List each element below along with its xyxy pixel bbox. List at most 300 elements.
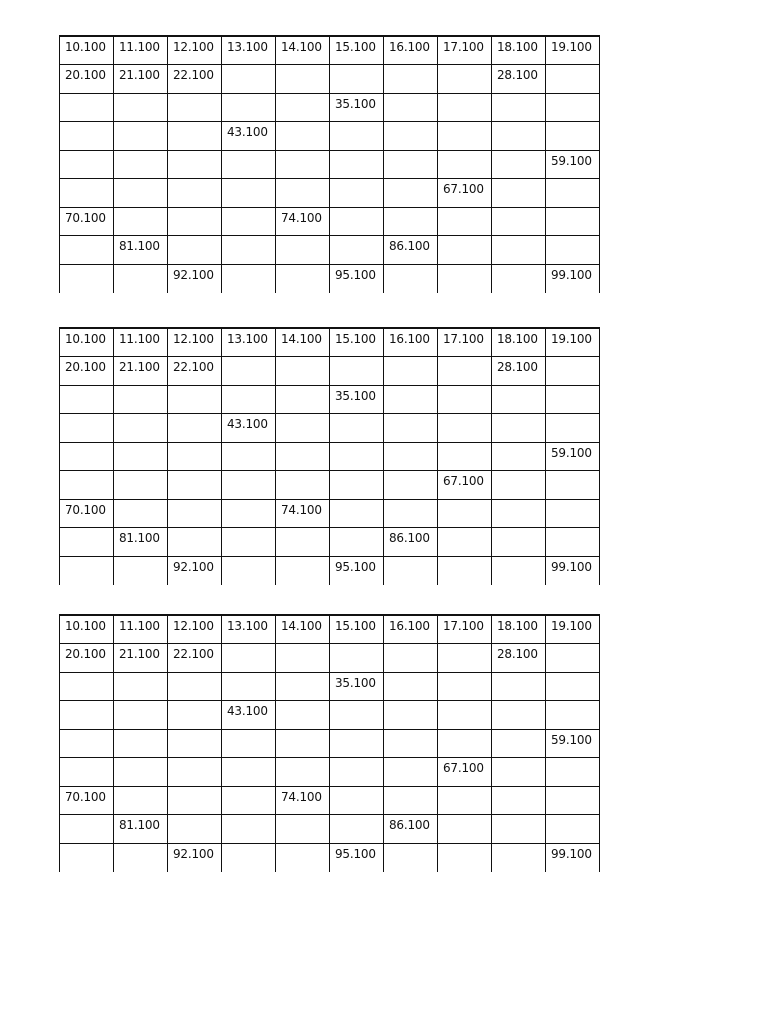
grid-cell — [222, 786, 276, 815]
grid-cell — [546, 815, 600, 844]
grid-cell — [546, 644, 600, 673]
grid-cell — [546, 65, 600, 94]
grid-cell — [222, 499, 276, 528]
grid-cell — [492, 499, 546, 528]
grid-cell: 70.100 — [60, 786, 114, 815]
grid-cell — [168, 786, 222, 815]
grid-cell: 13.100 — [222, 328, 276, 357]
grid-cell — [330, 414, 384, 443]
grid-cell — [384, 758, 438, 787]
grid-cell — [114, 701, 168, 730]
grid-cell — [438, 442, 492, 471]
grid-cell: 12.100 — [168, 328, 222, 357]
grid-cell — [168, 758, 222, 787]
grid-cell — [276, 442, 330, 471]
grid-row — [60, 672, 600, 701]
grid-cell: 22.100 — [168, 357, 222, 386]
grid-cell: 99.100 — [546, 264, 600, 293]
grid-cell — [60, 471, 114, 500]
grid-cell — [384, 644, 438, 673]
grid-cell — [276, 471, 330, 500]
grid-cell — [546, 122, 600, 151]
grid-cell — [222, 729, 276, 758]
grid-cell — [438, 499, 492, 528]
number-grid-3 — [59, 614, 600, 872]
grid-cell — [330, 65, 384, 94]
grid-cell: 59.100 — [546, 150, 600, 179]
grid-row — [60, 122, 600, 151]
grid-cell — [492, 556, 546, 585]
grid-cell — [222, 357, 276, 386]
grid-cell — [330, 815, 384, 844]
grid-cell: 15.100 — [330, 615, 384, 644]
grid-cell — [330, 644, 384, 673]
grid-row — [60, 385, 600, 414]
grid-cell — [438, 701, 492, 730]
grid-cell: 99.100 — [546, 556, 600, 585]
grid-cell — [330, 357, 384, 386]
grid-cell — [114, 556, 168, 585]
grid-cell — [60, 556, 114, 585]
grid-cell — [222, 385, 276, 414]
grid-row — [60, 528, 600, 557]
grid-cell — [546, 357, 600, 386]
grid-cell: 67.100 — [438, 758, 492, 787]
grid-cell — [546, 207, 600, 236]
grid-cell — [330, 122, 384, 151]
grid-cell: 10.100 — [60, 328, 114, 357]
grid-cell — [276, 65, 330, 94]
grid-cell — [114, 150, 168, 179]
grid-cell — [384, 357, 438, 386]
grid-cell — [276, 357, 330, 386]
grid-cell: 13.100 — [222, 615, 276, 644]
grid-cell — [168, 701, 222, 730]
grid-cell — [438, 385, 492, 414]
grid-cell — [168, 207, 222, 236]
grid-cell — [222, 236, 276, 265]
grid-cell — [168, 122, 222, 151]
grid-cell — [492, 672, 546, 701]
grid-cell — [492, 786, 546, 815]
grid-cell: 67.100 — [438, 179, 492, 208]
grid-cell — [276, 672, 330, 701]
grid-cell: 70.100 — [60, 207, 114, 236]
grid-cell — [438, 150, 492, 179]
grid-cell: 35.100 — [330, 385, 384, 414]
grid-cell — [222, 179, 276, 208]
grid-cell — [438, 672, 492, 701]
grid-cell: 15.100 — [330, 328, 384, 357]
grid-cell — [384, 65, 438, 94]
grid-cell — [60, 264, 114, 293]
grid-cell — [114, 471, 168, 500]
grid-cell — [384, 414, 438, 443]
grid-cell — [438, 65, 492, 94]
grid-cell — [492, 264, 546, 293]
grid-cell: 10.100 — [60, 615, 114, 644]
grid-cell — [114, 672, 168, 701]
grid-cell — [492, 815, 546, 844]
grid-cell — [222, 65, 276, 94]
grid-cell: 11.100 — [114, 615, 168, 644]
grid-cell: 14.100 — [276, 615, 330, 644]
grid-cell: 74.100 — [276, 499, 330, 528]
grid-cell — [276, 150, 330, 179]
grid-cell — [114, 729, 168, 758]
grid-cell: 15.100 — [330, 36, 384, 65]
grid-cell — [168, 385, 222, 414]
grid-cell — [168, 528, 222, 557]
grid-cell: 43.100 — [222, 122, 276, 151]
grid-cell — [492, 701, 546, 730]
grid-cell — [330, 758, 384, 787]
grid-cell: 17.100 — [438, 36, 492, 65]
grid-cell: 20.100 — [60, 65, 114, 94]
grid-cell — [60, 122, 114, 151]
grid-cell — [330, 729, 384, 758]
grid-cell — [330, 786, 384, 815]
grid-cell: 11.100 — [114, 36, 168, 65]
grid-cell — [114, 442, 168, 471]
grid-cell: 86.100 — [384, 815, 438, 844]
grid-cell — [384, 786, 438, 815]
number-grid-1 — [59, 35, 600, 293]
grid-cell — [438, 264, 492, 293]
grid-cell — [60, 701, 114, 730]
grid-cell: 17.100 — [438, 615, 492, 644]
grid-cell — [492, 414, 546, 443]
grid-row — [60, 93, 600, 122]
grid-cell: 12.100 — [168, 615, 222, 644]
grid-cell — [330, 499, 384, 528]
grid-cell: 20.100 — [60, 357, 114, 386]
grid-cell: 22.100 — [168, 65, 222, 94]
grid-cell — [168, 414, 222, 443]
grid-cell: 18.100 — [492, 615, 546, 644]
grid-cell — [276, 236, 330, 265]
grid-cell — [276, 93, 330, 122]
grid-cell — [438, 236, 492, 265]
grid-cell: 19.100 — [546, 615, 600, 644]
grid-row — [60, 442, 600, 471]
grid-cell — [114, 179, 168, 208]
grid-cell — [438, 357, 492, 386]
grid-cell: 95.100 — [330, 264, 384, 293]
grid-cell — [168, 672, 222, 701]
grid-cell: 19.100 — [546, 36, 600, 65]
grid-cell — [546, 93, 600, 122]
grid-cell — [276, 414, 330, 443]
grid-cell — [60, 385, 114, 414]
grid-cell — [60, 758, 114, 787]
grid-cell — [222, 758, 276, 787]
grid-cell — [222, 264, 276, 293]
grid-cell — [222, 843, 276, 872]
grid-cell — [60, 442, 114, 471]
grid-cell — [492, 471, 546, 500]
grid-cell — [330, 179, 384, 208]
grid-cell — [114, 843, 168, 872]
grid-cell — [168, 729, 222, 758]
grid-cell: 92.100 — [168, 843, 222, 872]
grid-cell: 86.100 — [384, 528, 438, 557]
grid-cell — [60, 93, 114, 122]
grid-cell — [276, 385, 330, 414]
grid-cell — [438, 414, 492, 443]
grid-cell — [276, 729, 330, 758]
grid-cell — [168, 815, 222, 844]
grid-row — [60, 328, 600, 357]
grid-cell — [384, 264, 438, 293]
grid-cell: 70.100 — [60, 499, 114, 528]
grid-cell — [438, 729, 492, 758]
grid-cell — [384, 471, 438, 500]
grid-cell — [168, 471, 222, 500]
grid-row — [60, 150, 600, 179]
grid-cell: 99.100 — [546, 843, 600, 872]
grid-cell — [168, 499, 222, 528]
grid-cell — [60, 414, 114, 443]
grid-cell — [222, 672, 276, 701]
grid-cell — [438, 207, 492, 236]
grid-cell: 35.100 — [330, 93, 384, 122]
grid-cell: 28.100 — [492, 644, 546, 673]
grid-cell — [276, 556, 330, 585]
grid-cell — [222, 815, 276, 844]
grid-cell — [114, 264, 168, 293]
grid-cell — [384, 179, 438, 208]
grid-row — [60, 471, 600, 500]
grid-cell — [330, 207, 384, 236]
grid-cell: 81.100 — [114, 236, 168, 265]
grid-cell — [60, 729, 114, 758]
grid-cell — [438, 122, 492, 151]
grid-cell — [492, 122, 546, 151]
grid-cell — [492, 236, 546, 265]
grid-row — [60, 815, 600, 844]
grid-row — [60, 786, 600, 815]
grid-cell — [276, 843, 330, 872]
grid-cell: 43.100 — [222, 414, 276, 443]
grid-cell — [222, 442, 276, 471]
grid-cell — [384, 556, 438, 585]
grid-cell: 86.100 — [384, 236, 438, 265]
grid-cell — [384, 150, 438, 179]
grid-cell: 19.100 — [546, 328, 600, 357]
grid-cell: 92.100 — [168, 264, 222, 293]
grid-cell: 35.100 — [330, 672, 384, 701]
grid-cell — [222, 528, 276, 557]
grid-cell: 95.100 — [330, 843, 384, 872]
grid-cell: 74.100 — [276, 786, 330, 815]
grid-cell: 17.100 — [438, 328, 492, 357]
grid-cell — [384, 729, 438, 758]
grid-cell — [438, 556, 492, 585]
grid-cell: 21.100 — [114, 644, 168, 673]
grid-cell — [384, 442, 438, 471]
grid-cell — [384, 843, 438, 872]
grid-cell — [114, 786, 168, 815]
grid-row — [60, 499, 600, 528]
grid-cell — [546, 471, 600, 500]
grid-cell — [438, 528, 492, 557]
grid-cell: 81.100 — [114, 815, 168, 844]
grid-cell — [222, 150, 276, 179]
grid-cell: 10.100 — [60, 36, 114, 65]
grid-cell: 59.100 — [546, 729, 600, 758]
grid-cell: 16.100 — [384, 328, 438, 357]
grid-row — [60, 36, 600, 65]
grid-cell — [168, 236, 222, 265]
grid-row — [60, 357, 600, 386]
grid-cell — [546, 499, 600, 528]
grid-cell — [276, 815, 330, 844]
grid-cell: 92.100 — [168, 556, 222, 585]
grid-cell: 67.100 — [438, 471, 492, 500]
grid-cell: 13.100 — [222, 36, 276, 65]
grid-cell — [276, 528, 330, 557]
grid-cell — [276, 644, 330, 673]
grid-cell — [546, 672, 600, 701]
grid-cell — [492, 843, 546, 872]
grid-cell — [330, 236, 384, 265]
grid-cell — [438, 786, 492, 815]
grid-row — [60, 729, 600, 758]
grid-cell: 12.100 — [168, 36, 222, 65]
grid-cell — [492, 179, 546, 208]
grid-row — [60, 65, 600, 94]
grid-cell — [546, 179, 600, 208]
grid-cell — [438, 815, 492, 844]
grid-cell — [276, 701, 330, 730]
grid-cell: 21.100 — [114, 357, 168, 386]
grid-cell: 18.100 — [492, 328, 546, 357]
grid-row — [60, 843, 600, 872]
grid-row — [60, 615, 600, 644]
grid-cell — [438, 93, 492, 122]
grid-row — [60, 207, 600, 236]
grid-cell — [60, 150, 114, 179]
grid-cell — [114, 499, 168, 528]
grid-cell — [222, 471, 276, 500]
grid-cell — [222, 556, 276, 585]
grid-cell: 14.100 — [276, 36, 330, 65]
grid-cell — [546, 528, 600, 557]
grid-cell — [492, 758, 546, 787]
grid-cell — [384, 672, 438, 701]
grid-cell — [276, 264, 330, 293]
grid-cell — [330, 150, 384, 179]
grid-cell — [330, 701, 384, 730]
grid-cell — [492, 93, 546, 122]
grid-cell: 20.100 — [60, 644, 114, 673]
grid-cell: 18.100 — [492, 36, 546, 65]
grid-cell — [384, 499, 438, 528]
grid-cell — [330, 442, 384, 471]
grid-cell — [114, 385, 168, 414]
grid-row — [60, 236, 600, 265]
number-grid-2 — [59, 327, 600, 585]
grid-cell — [114, 414, 168, 443]
grid-cell — [438, 644, 492, 673]
grid-cell: 11.100 — [114, 328, 168, 357]
grid-cell — [276, 758, 330, 787]
grid-cell: 74.100 — [276, 207, 330, 236]
grid-cell: 95.100 — [330, 556, 384, 585]
grid-cell — [222, 644, 276, 673]
grid-cell: 28.100 — [492, 357, 546, 386]
grid-cell — [438, 843, 492, 872]
grid-cell — [114, 122, 168, 151]
grid-row — [60, 414, 600, 443]
grid-cell — [492, 385, 546, 414]
grid-cell — [168, 179, 222, 208]
grid-cell — [384, 701, 438, 730]
grid-cell: 81.100 — [114, 528, 168, 557]
grid-row — [60, 758, 600, 787]
grid-cell: 16.100 — [384, 36, 438, 65]
grid-cell — [384, 93, 438, 122]
grid-cell — [276, 122, 330, 151]
grid-cell — [222, 93, 276, 122]
grid-cell — [492, 729, 546, 758]
grid-cell — [492, 207, 546, 236]
grid-cell — [222, 207, 276, 236]
grid-cell — [384, 385, 438, 414]
grid-cell: 16.100 — [384, 615, 438, 644]
grid-cell: 43.100 — [222, 701, 276, 730]
grid-cell: 14.100 — [276, 328, 330, 357]
grid-cell: 59.100 — [546, 442, 600, 471]
grid-cell — [492, 442, 546, 471]
grid-row — [60, 701, 600, 730]
grid-cell: 21.100 — [114, 65, 168, 94]
grid-cell: 22.100 — [168, 644, 222, 673]
grid-cell — [60, 528, 114, 557]
grid-row — [60, 179, 600, 208]
grid-cell — [546, 758, 600, 787]
grid-cell — [114, 758, 168, 787]
grid-cell — [276, 179, 330, 208]
grid-cell — [384, 207, 438, 236]
grid-cell — [330, 471, 384, 500]
grid-cell — [60, 179, 114, 208]
grid-row — [60, 264, 600, 293]
grid-cell — [60, 843, 114, 872]
grid-cell — [330, 528, 384, 557]
grid-cell — [168, 93, 222, 122]
grid-cell — [546, 701, 600, 730]
grid-cell — [546, 385, 600, 414]
grid-cell — [492, 150, 546, 179]
grid-row — [60, 556, 600, 585]
grid-row — [60, 644, 600, 673]
grid-cell — [114, 207, 168, 236]
grid-cell: 28.100 — [492, 65, 546, 94]
grid-cell — [168, 150, 222, 179]
grid-cell — [492, 528, 546, 557]
grid-cell — [114, 93, 168, 122]
grid-cell — [168, 442, 222, 471]
grid-cell — [60, 236, 114, 265]
grid-cell — [384, 122, 438, 151]
grid-cell — [60, 672, 114, 701]
grid-cell — [546, 786, 600, 815]
grid-cell — [546, 414, 600, 443]
grid-cell — [60, 815, 114, 844]
grid-cell — [546, 236, 600, 265]
